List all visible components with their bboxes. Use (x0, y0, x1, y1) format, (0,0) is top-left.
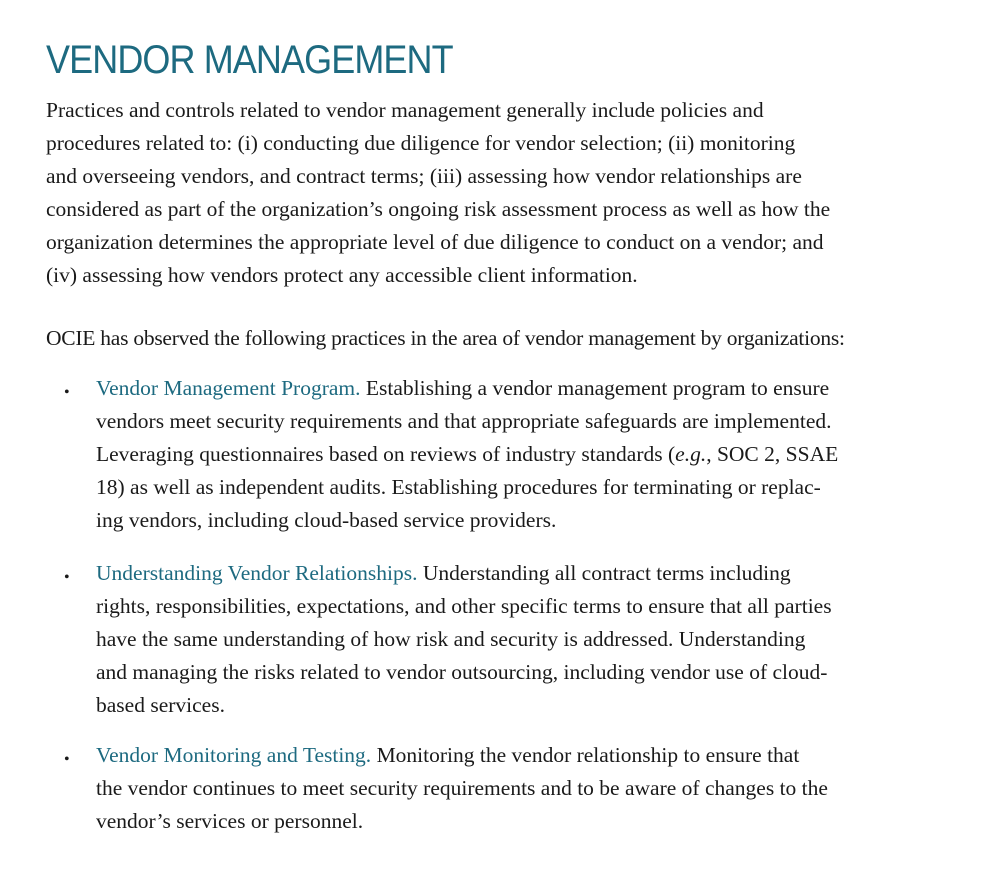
practice-heading: Vendor Management Program. (96, 376, 361, 400)
intro-line: Practices and controls related to vendor management generally include policies and (46, 98, 764, 122)
practice-line: vendors meet security requirements and that appropriate safeguards are implemented. (96, 409, 832, 433)
practice-heading: Vendor Monitoring and Testing. (96, 743, 372, 767)
practice-line: the vendor continues to meet security requirements and to be aware of changes to the (96, 776, 828, 800)
intro-line: (iv) assessing how vendors protect any accessible client information. (46, 263, 638, 287)
practice-line: ing vendors, including cloud-based service providers. (96, 508, 557, 532)
practice-text (96, 372, 946, 537)
practice-line: rights, responsibilities, expectations, and other specific terms to ensure that all parties (96, 594, 832, 618)
practice-line: based services. (96, 693, 225, 717)
practice-emphasis: e.g. (675, 442, 707, 466)
intro-line: procedures related to: (i) conducting due diligence for vendor selection; (ii) monitoring (46, 131, 796, 155)
bullet-icon: • (64, 384, 70, 401)
intro-paragraph (46, 94, 951, 292)
practice-line: have the same understanding of how risk and security is addressed. Understanding (96, 627, 806, 651)
practice-line: 18) as well as independent audits. Establishing procedures for terminating or replac- (96, 475, 821, 499)
practice-line: Vendor Management Program. Establishing a vendor management program to ensure (96, 376, 830, 400)
practice-text (96, 739, 946, 838)
intro-line: organization determines the appropriate level of due diligence to conduct on a vendor; and (46, 230, 824, 254)
practice-line: vendor’s services or personnel. (96, 809, 364, 833)
observed-paragraph: OCIE has observed the following practices in the area of vendor management by organizations: (46, 326, 845, 350)
practice-line: Leveraging questionnaires based on reviews of industry standards (e.g., SOC 2, SSAE (96, 442, 839, 466)
practice-text (96, 557, 946, 722)
practice-line: Understanding Vendor Relationships. Understanding all contract terms including (96, 561, 791, 585)
bullet-icon: • (64, 569, 70, 586)
practice-line: and managing the risks related to vendor outsourcing, including vendor use of cloud- (96, 660, 828, 684)
practice-heading: Understanding Vendor Relationships. (96, 561, 418, 585)
bullet-icon: • (64, 751, 70, 768)
intro-line: and overseeing vendors, and contract terms; (iii) assessing how vendor relationships are (46, 164, 802, 188)
practice-line: Vendor Monitoring and Testing. Monitoring the vendor relationship to ensure that (96, 743, 800, 767)
section-title: VENDOR MANAGEMENT (46, 38, 453, 82)
intro-line: considered as part of the organization’s ongoing risk assessment process as well as how the (46, 197, 831, 221)
